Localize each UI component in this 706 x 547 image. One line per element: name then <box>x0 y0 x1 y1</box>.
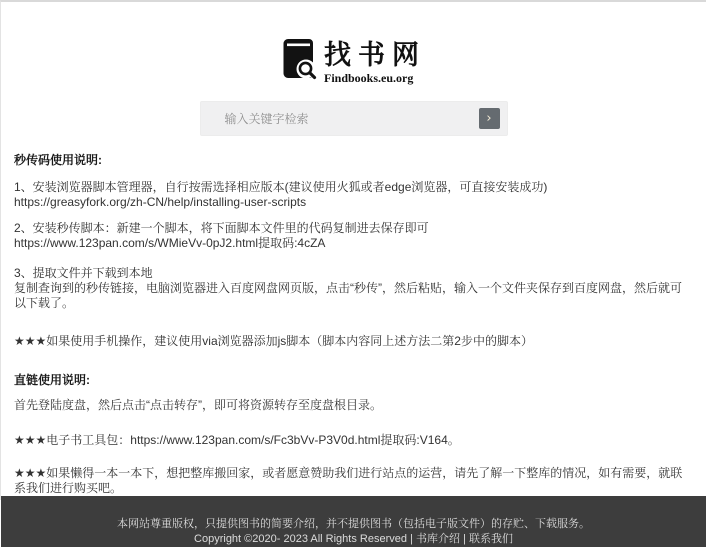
footer-link-contact-us[interactable]: 联系我们 <box>468 533 513 545</box>
mobile-tip: ★★★如果使用手机操作，建议使用via浏览器添加js脚本（脚本内容同上述方法二第2步中的脚本） <box>14 334 533 348</box>
zhilian-instruction: 首先登陆度盘，然后点击“点击转存”，即可将资源转存至度盘根目录。 <box>14 398 382 412</box>
arrow-right-icon: › <box>486 111 492 126</box>
search-button[interactable] <box>479 108 500 129</box>
main-content <box>1 136 706 496</box>
footer-divider-1: | <box>410 533 413 545</box>
step1-url: https://greasyfork.org/zh-CN/help/installing-user-scripts <box>14 195 307 209</box>
header <box>1 38 706 85</box>
step3-detail: 复制查询到的秒传链接，电脑浏览器进入百度网盘网页版，点击“秒传”，然后粘贴，输入一个文件夹保存到百度网盘，然后就可以下载了。 <box>14 281 682 310</box>
step2-url: https://www.123pan.com/s/WMieVv-0pJ2.html提取码:4cZA <box>14 236 326 250</box>
book-search-logo-icon <box>281 38 317 85</box>
footer-copyright-line <box>1 532 706 547</box>
step3-text: 3、提取文件并下载到本地 <box>14 266 153 280</box>
search-area <box>1 101 706 136</box>
ebook-toolkit-tip: ★★★电子书工具包：https://www.123pan.com/s/Fc3bVv-P3V0d.html提取码:V164。 <box>14 433 460 447</box>
site-logo[interactable] <box>281 38 426 85</box>
zhilian-section-title: 直链使用说明: <box>14 373 90 387</box>
miaochuan-section-title: 秒传码使用说明: <box>14 153 102 167</box>
step2-paragraph <box>14 221 692 251</box>
step1-paragraph <box>14 180 692 210</box>
footer <box>1 496 706 547</box>
search-input[interactable] <box>225 112 479 126</box>
step2-text: 2、安装秒传脚本：新建一个脚本，将下面脚本文件里的代码复制进去保存即可 <box>14 221 429 235</box>
footer-copyright-notice: 本网站尊重版权，只提供图书的简要介绍，并不提供图书（包括电子版文件）的存贮、下载服务。 <box>117 518 590 530</box>
purchase-tip: ★★★如果懒得一本一本下，想把整库搬回家，或者愿意赞助我们进行站点的运营，请先了解一下整库的情况，如有需要，就联系我们进行购买吧。 <box>14 466 683 495</box>
search-box <box>200 101 508 136</box>
footer-link-library-intro[interactable]: 书库介绍 <box>415 533 460 545</box>
site-domain: Findbooks.eu.org <box>324 71 414 85</box>
step1-text: 1、安装浏览器脚本管理器，自行按需选择相应版本(建议使用火狐或者edge浏览器，可直接安装成功) <box>14 180 548 194</box>
site-name: 找书网 <box>324 40 426 70</box>
footer-divider-2: | <box>463 533 466 545</box>
footer-copyright-text: Copyright ©2020- 2023 All Rights Reserved <box>194 533 407 545</box>
step3-paragraph <box>14 266 692 311</box>
